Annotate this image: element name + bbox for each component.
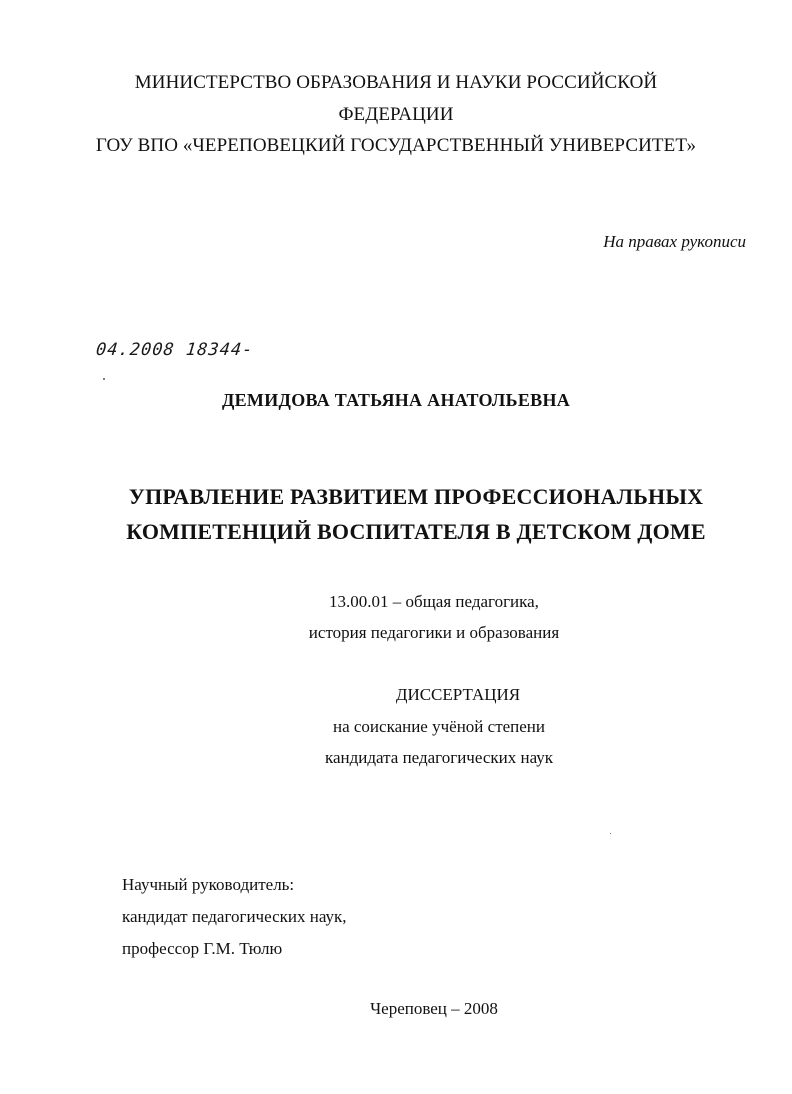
author-name: ДЕМИДОВА ТАТЬЯНА АНАТОЛЬЕВНА (221, 390, 571, 410)
supervisor-degree: кандидат педагогических наук, (122, 907, 347, 926)
ministry-line-1: МИНИСТЕРСТВО ОБРАЗОВАНИЯ И НАУКИ РОССИЙСКОЙ (134, 72, 658, 93)
dissertation-label: ДИССЕРТАЦИЯ (395, 685, 521, 704)
library-stamp-number: 04.2008 18344- (95, 340, 255, 360)
university-name: ГОУ ВПО «ЧЕРЕПОВЕЦКИЙ ГОСУДАРСТВЕННЫЙ УНИВЕРСИТЕТ» (95, 135, 697, 156)
dissertation-title-line-1: УПРАВЛЕНИЕ РАЗВИТИЕМ ПРОФЕССИОНАЛЬНЫХ (128, 484, 704, 509)
supervisor-name: профессор Г.М. Тюлю (122, 939, 283, 958)
city-year: Череповец – 2008 (370, 999, 498, 1018)
specialty-name: история педагогики и образования (308, 623, 560, 642)
ministry-line-2: ФЕДЕРАЦИИ (338, 104, 454, 125)
degree-name: кандидата педагогических наук (324, 748, 554, 767)
supervisor-label: Научный руководитель: (122, 875, 295, 894)
manuscript-rights-note: На правах рукописи (603, 232, 746, 251)
specialty-code: 13.00.01 – общая педагогика, (329, 592, 539, 611)
dissertation-title-line-2: КОМПЕТЕНЦИЙ ВОСПИТАТЕЛЯ В ДЕТСКОМ ДОМЕ (126, 519, 706, 544)
scan-speck (610, 833, 611, 834)
degree-purpose: на соискание учёной степени (332, 717, 546, 736)
scan-speck (103, 378, 105, 380)
